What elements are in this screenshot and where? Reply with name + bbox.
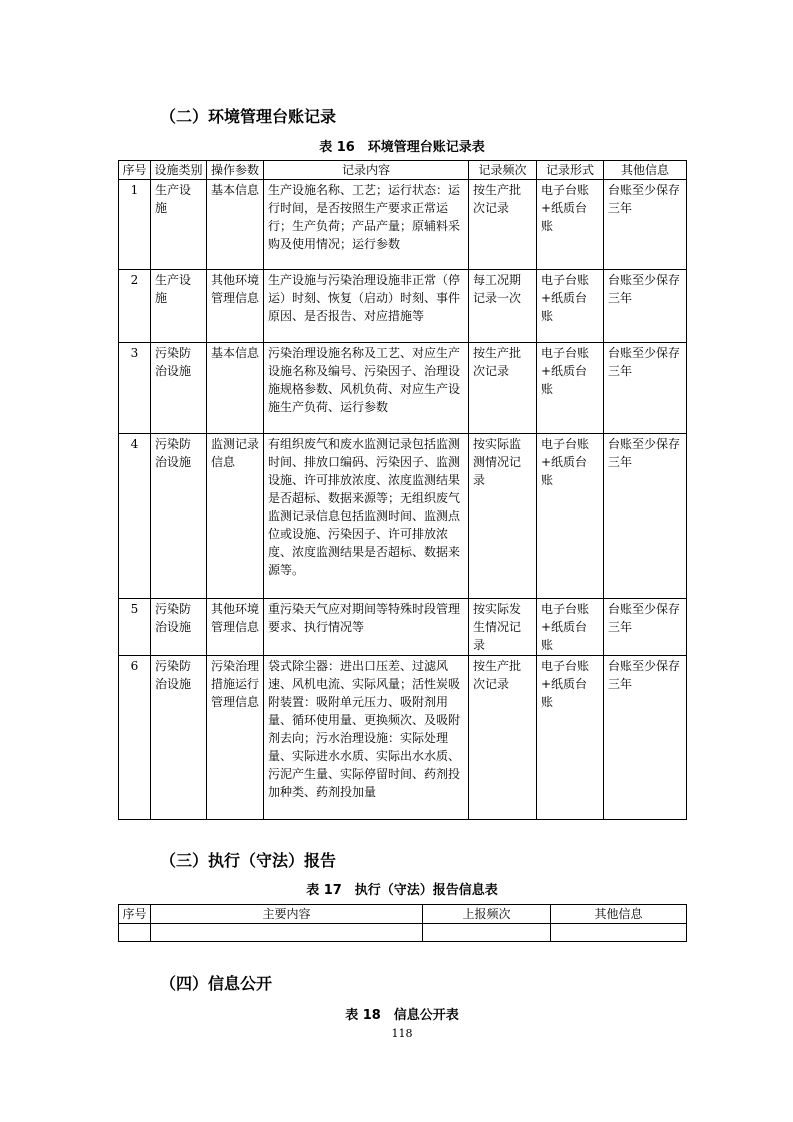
col-header: 上报频次 xyxy=(423,905,551,924)
other-info: 台账至少保存三年 xyxy=(604,656,687,820)
table18-caption: 表 18 信息公开表 xyxy=(345,1008,459,1023)
row-number: 3 xyxy=(119,343,151,434)
operation-parameter: 其他环境管理信息 xyxy=(207,599,264,656)
table17-caption: 表 17 执行（守法）报告信息表 xyxy=(306,883,498,898)
other-info: 台账至少保存三年 xyxy=(604,180,687,270)
record-form: 电子台账+纸质台账 xyxy=(537,434,604,599)
record-form: 电子台账+纸质台账 xyxy=(537,180,604,270)
other-info: 台账至少保存三年 xyxy=(604,270,687,343)
facility-category: 生产设施 xyxy=(151,180,207,270)
record-frequency: 按生产批次记录 xyxy=(469,656,537,820)
col-header: 记录内容 xyxy=(264,161,469,180)
record-frequency: 每工况期记录一次 xyxy=(469,270,537,343)
table-row xyxy=(119,270,687,343)
col-header: 设施类别 xyxy=(151,161,207,180)
table-row xyxy=(119,343,687,434)
record-form: 电子台账+纸质台账 xyxy=(537,599,604,656)
other-info: 台账至少保存三年 xyxy=(604,599,687,656)
col-header: 序号 xyxy=(119,161,151,180)
facility-category: 污染防治设施 xyxy=(151,599,207,656)
col-header: 记录频次 xyxy=(469,161,537,180)
other-info: 台账至少保存三年 xyxy=(604,343,687,434)
facility-category: 污染防治设施 xyxy=(151,343,207,434)
record-form: 电子台账+纸质台账 xyxy=(537,343,604,434)
record-content: 重污染天气应对期间等特殊时段管理要求、执行情况等 xyxy=(264,599,469,656)
record-frequency: 按实际监测情况记录 xyxy=(469,434,537,599)
page-number: 118 xyxy=(391,1027,413,1040)
operation-parameter: 污染治理措施运行管理信息 xyxy=(207,656,264,820)
empty-cell xyxy=(423,924,551,942)
record-frequency: 按生产批次记录 xyxy=(469,343,537,434)
other-info: 台账至少保存三年 xyxy=(604,434,687,599)
table-row xyxy=(119,599,687,656)
record-content: 有组织废气和废水监测记录包括监测时间、排放口编码、污染因子、监测设施、许可排放浓度、浓度监测结果是否超标、数据来源等；无组织废气监测记录信息包括监测时间、监测点位或设施、污染因子、许可排放浓度、浓度监测结果是否超标、数据来源等。 xyxy=(264,434,469,599)
facility-category: 污染防治设施 xyxy=(151,656,207,820)
facility-category: 污染防治设施 xyxy=(151,434,207,599)
row-number: 4 xyxy=(119,434,151,599)
section-title-disclosure: （四）信息公开 xyxy=(160,974,273,993)
record-frequency: 按实际发生情况记录 xyxy=(469,599,537,656)
empty-cell xyxy=(119,924,151,942)
report-table xyxy=(118,904,687,942)
record-content: 污染治理设施名称及工艺、对应生产设施名称及编号、污染因子、治理设施规格参数、风机负荷、对应生产设施生产负荷、运行参数 xyxy=(264,343,469,434)
operation-parameter: 监测记录信息 xyxy=(207,434,264,599)
col-header: 记录形式 xyxy=(537,161,604,180)
record-frequency: 按生产批次记录 xyxy=(469,180,537,270)
record-form: 电子台账+纸质台账 xyxy=(537,270,604,343)
empty-cell xyxy=(551,924,687,942)
operation-parameter: 基本信息 xyxy=(207,343,264,434)
section-title-report: （三）执行（守法）报告 xyxy=(160,851,337,870)
record-content: 生产设施与污染治理设施非正常（停运）时刻、恢复（启动）时刻、事件原因、是否报告、对应措施等 xyxy=(264,270,469,343)
operation-parameter: 其他环境管理信息 xyxy=(207,270,264,343)
col-header: 其他信息 xyxy=(604,161,687,180)
table-row xyxy=(119,924,687,942)
col-header: 序号 xyxy=(119,905,151,924)
table-header-row xyxy=(119,905,687,924)
row-number: 1 xyxy=(119,180,151,270)
row-number: 5 xyxy=(119,599,151,656)
operation-parameter: 基本信息 xyxy=(207,180,264,270)
table-row xyxy=(119,656,687,820)
row-number: 2 xyxy=(119,270,151,343)
table-header-row xyxy=(119,161,687,180)
record-form: 电子台账+纸质台账 xyxy=(537,656,604,820)
row-number: 6 xyxy=(119,656,151,820)
table-row xyxy=(119,434,687,599)
table-row xyxy=(119,180,687,270)
table16-caption: 表 16 环境管理台账记录表 xyxy=(319,140,485,155)
record-content: 袋式除尘器：进出口压差、过滤风速、风机电流、实际风量；活性炭吸附装置：吸附单元压力、吸附剂用量、循环使用量、更换频次、及吸附剂去向；污水治理设施：实际处理量、实际进水水质、实际出水水质、污泥产生量、实际停留时间、药剂投加种类、药剂投加量 xyxy=(264,656,469,820)
col-header: 其他信息 xyxy=(551,905,687,924)
facility-category: 生产设施 xyxy=(151,270,207,343)
col-header: 主要内容 xyxy=(151,905,423,924)
col-header: 操作参数 xyxy=(207,161,264,180)
section-title-ledger: （二）环境管理台账记录 xyxy=(160,107,337,126)
ledger-table xyxy=(118,160,687,820)
record-content: 生产设施名称、工艺；运行状态：运行时间，是否按照生产要求正常运行；生产负荷；产品产量；原辅料采购及使用情况；运行参数 xyxy=(264,180,469,270)
empty-cell xyxy=(151,924,423,942)
